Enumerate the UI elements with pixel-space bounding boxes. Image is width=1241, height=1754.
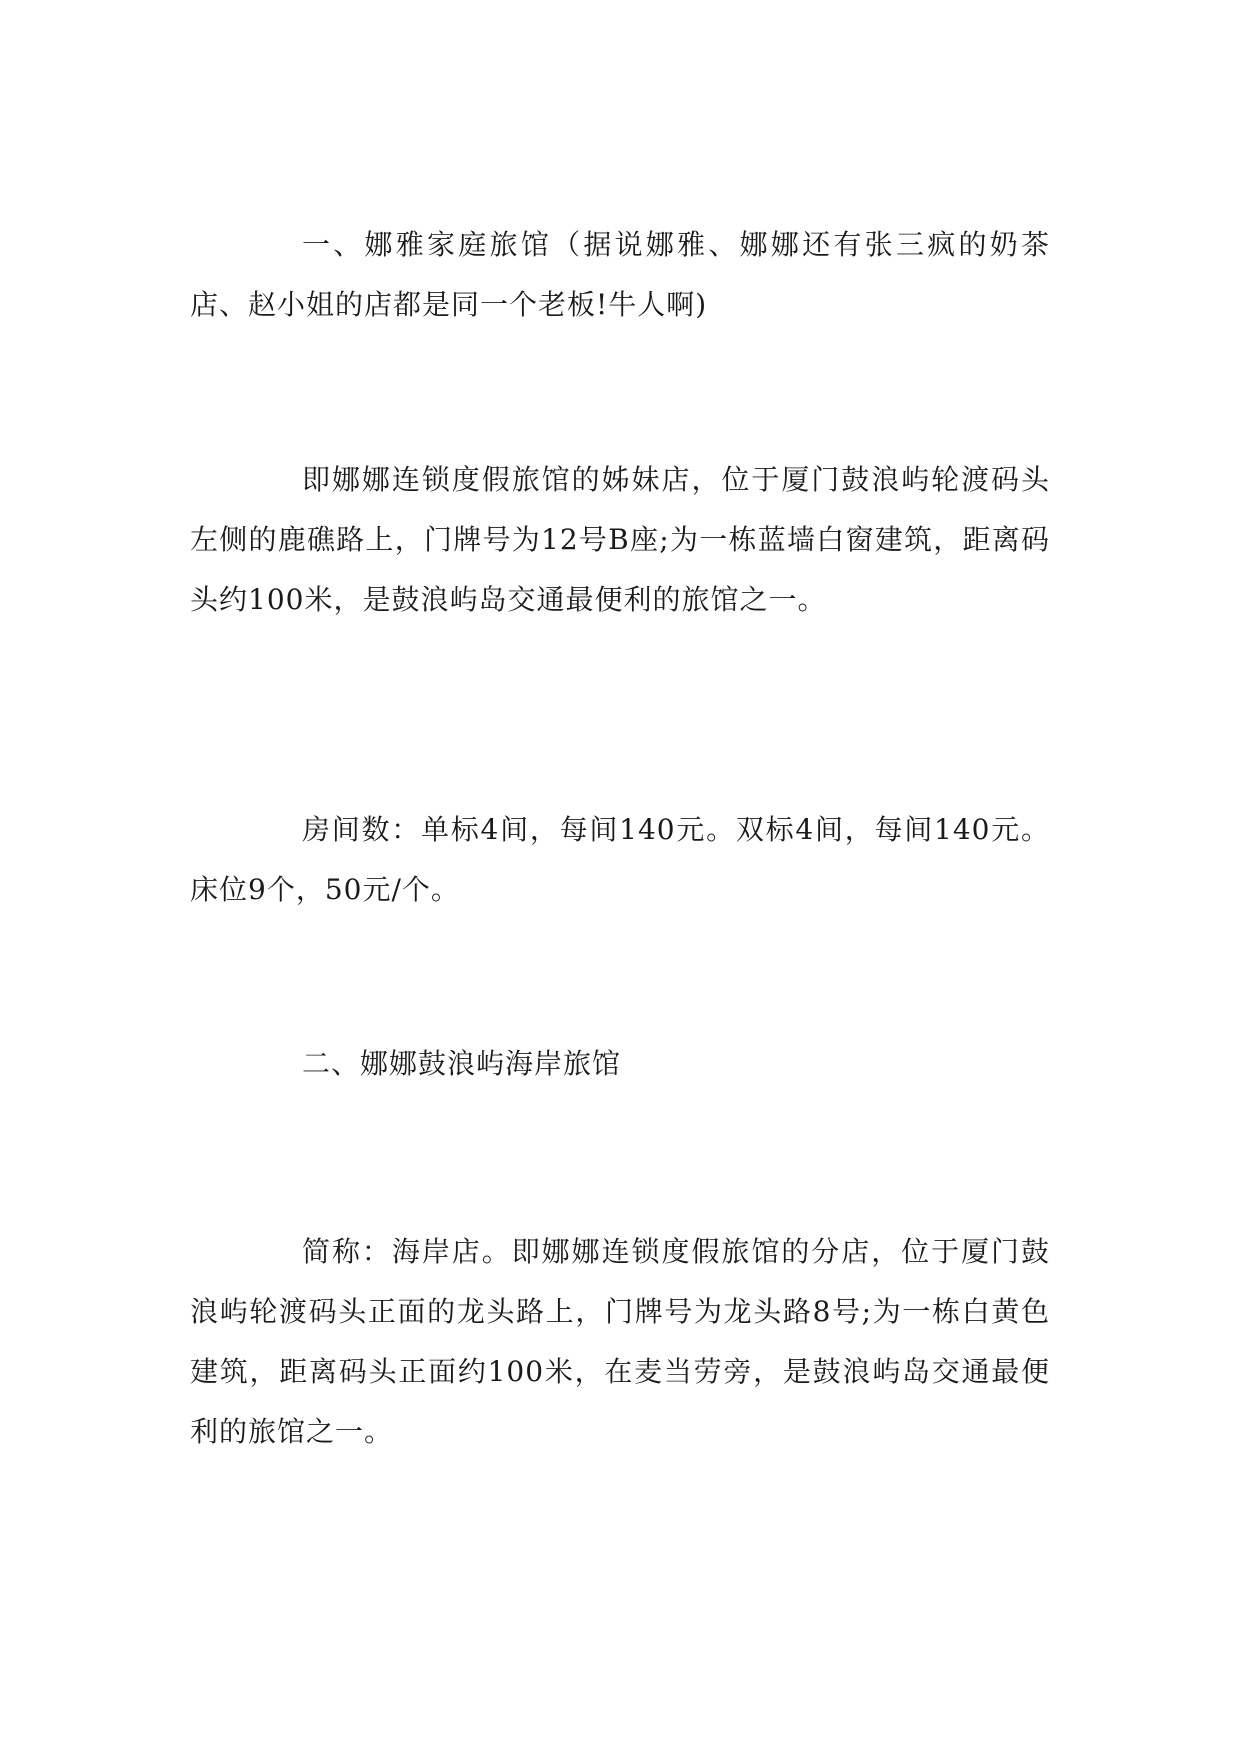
paragraph-naya-rooms: 房间数：单标4间，每间140元。双标4间，每间140元。床位9个，50元/个。 [190, 813, 1050, 906]
section-heading-coast-hotel: 二、娜娜鼓浪屿海岸旅馆 [302, 1047, 622, 1080]
section-heading-naya-hotel: 一、娜雅家庭旅馆（据说娜雅、娜娜还有张三疯的奶茶店、赵小姐的店都是同一个老板!牛人啊) [190, 228, 1050, 321]
paragraph-coast-location: 简称：海岸店。即娜娜连锁度假旅馆的分店，位于厦门鼓浪屿轮渡码头正面的龙头路上，门牌号为龙头路8号;为一栋白黄色建筑，距离码头正面约100米，在麦当劳旁，是鼓浪屿岛交通最便利的旅馆之一。 [190, 1235, 1050, 1448]
paragraph-naya-location: 即娜娜连锁度假旅馆的姊妹店，位于厦门鼓浪屿轮渡码头左侧的鹿礁路上，门牌号为12号B座;为一栋蓝墙白窗建筑，距离码头约100米，是鼓浪屿岛交通最便利的旅馆之一。 [190, 463, 1050, 616]
